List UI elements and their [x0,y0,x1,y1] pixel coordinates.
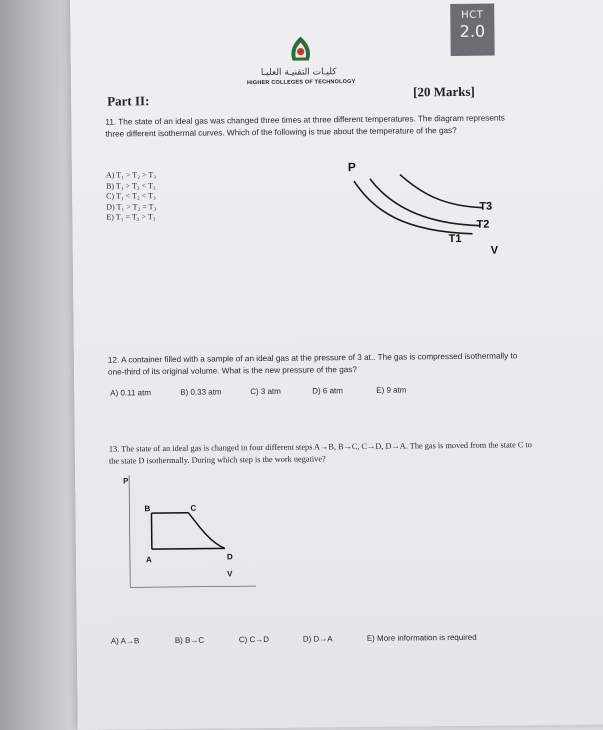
q12-option-e: E) 9 atm [376,385,406,394]
college-logo-icon [286,35,314,63]
college-name-arabic: كليـات التقنيـة العليـا [261,67,337,78]
t2-label: T2 [476,219,489,231]
point-c-label: C [190,504,196,513]
pv-cycle-diagram [115,468,256,589]
isotherm-diagram [344,155,505,267]
part-title: Part II: [107,93,149,109]
q13-option-b: B) B→C [175,636,204,645]
q12-option-a: A) 0.11 atm [110,388,151,397]
t3-label: T3 [479,201,492,213]
axis-v-label: V [227,569,233,578]
q12-option-b: B) 0.33 atm [180,387,221,396]
hct-badge [450,4,495,56]
option-b: B) T₁ > T₂ < T₃ [106,181,156,192]
question-11-text: 11. The state of an ideal gas was changed three times at three different temperatures. The diagram represents three different isothermal curves. Which of the following is true about the temperature of the gas? [105,112,520,139]
q13-option-a: A) A→B [111,636,140,645]
exam-page [70,0,603,730]
badge-line1: HCT [450,10,494,21]
axis-v-label: V [491,245,499,257]
axis-p-label: P [123,476,129,485]
point-d-label: D [227,552,233,561]
badge-line2: 2.0 [450,22,494,41]
q12-option-c: C) 3 atm [250,387,281,396]
question-12-text: 12. A container filled with a sample of an ideal gas at the pressure of 3 at.. The gas is compressed isothermally to one-third of its original volume. What is the new pressure of the gas? [108,350,528,377]
question-11-options [106,170,157,223]
option-c: C) T₁ < T₂ < T₃ [106,191,156,202]
q13-option-d: D) D→A [303,634,333,643]
point-a-label: A [146,555,152,564]
q12-option-d: D) 6 atm [312,386,343,395]
t1-label: T1 [449,233,462,245]
option-a: A) T₁ > T₂ > T₃ [106,170,156,181]
isotherm-t2 [370,178,480,227]
isotherm-t3 [400,174,482,209]
option-e: E) T₁ = T₂ > T₃ [106,212,156,223]
question-13-text: 13. The state of an ideal gas is changed in four different steps A→B, B→C, C→D, D→A. The gas is moved from the state C to the state D isothermally. During which step is the work negative? [109,439,539,467]
path-c-d [188,512,224,548]
point-b-label: B [144,504,150,513]
q13-option-c: C) C→D [239,635,269,644]
college-name: HIGHER COLLEGES OF TECHNOLOGY [247,79,356,86]
axis-p-label: P [348,160,356,174]
option-d: D) T₁ > T₂ = T₃ [106,202,156,213]
isotherm-t1 [354,180,473,235]
part-marks: [20 Marks] [413,84,475,101]
q13-option-e: E) More information is required [367,633,477,643]
path-d-a [152,548,225,549]
